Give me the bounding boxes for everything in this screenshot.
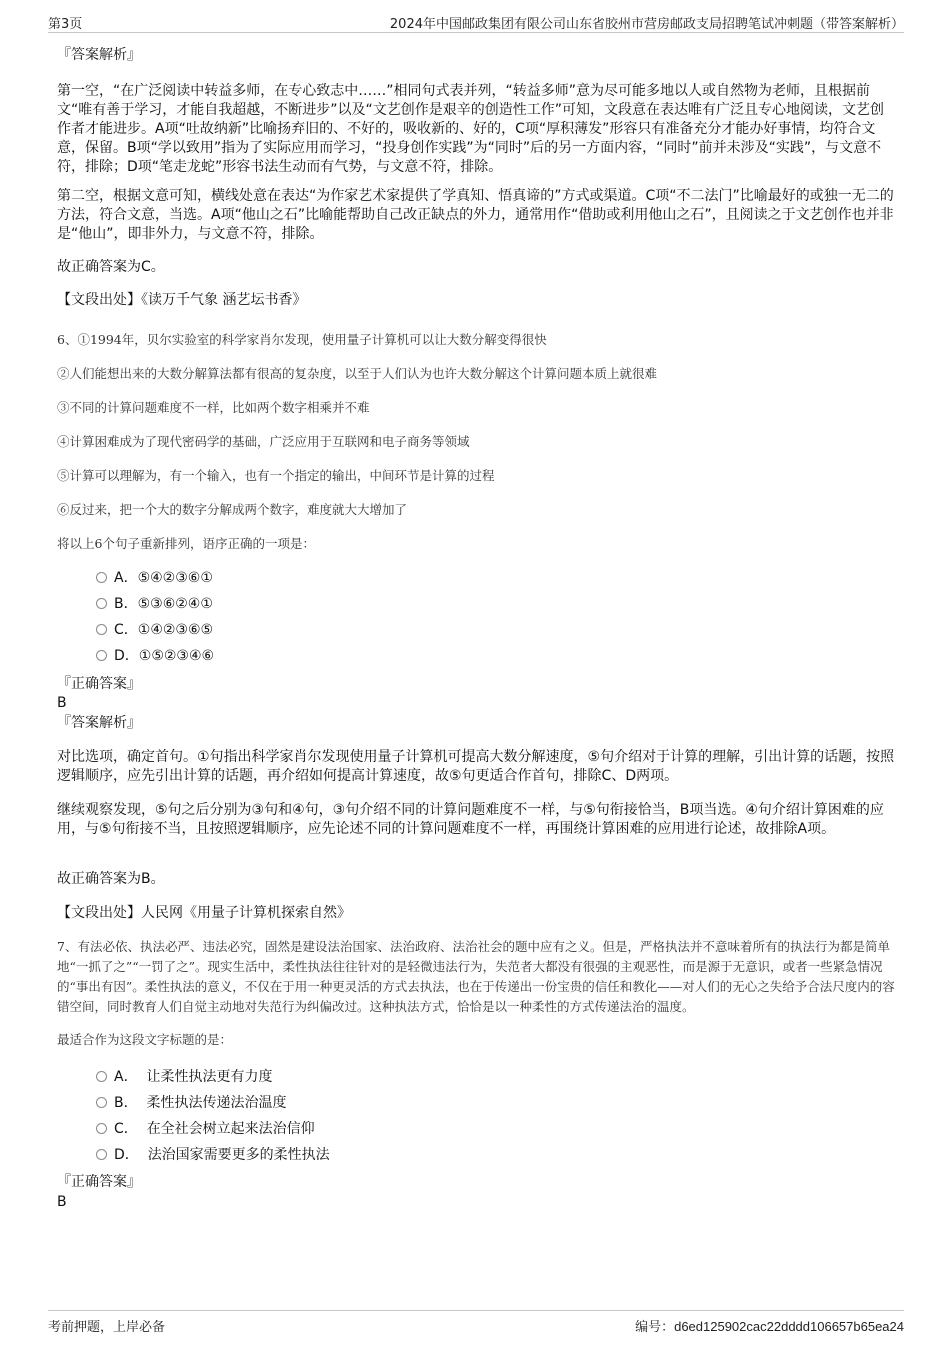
q6-sentence-5: ⑤计算可以理解为，有一个输入，也有一个指定的输出，中间环节是计算的过程 <box>57 468 495 483</box>
q6-answer: B <box>57 695 67 711</box>
page-footer <box>48 1310 904 1341</box>
q6-sentence-1: 6、①1994年，贝尔实验室的科学家肖尔发现，使用量子计算机可以让大数分解变得很快 <box>57 332 547 347</box>
q7-answer: B <box>57 1194 67 1210</box>
radio-button-icon[interactable] <box>96 572 107 583</box>
q7-answer-label: 『正确答案』 <box>57 1174 141 1190</box>
document-title: 2024年中国邮政集团有限公司山东省胶州市营房邮政支局招聘笔试冲刺题（带答案解析） <box>389 17 904 32</box>
q6-source: 【文段出处】人民网《用量子计算机探索自然》 <box>57 905 351 921</box>
q6-sentence-3: ③不同的计算问题难度不一样，比如两个数字相乘并不难 <box>57 400 370 415</box>
q7-option-d[interactable]: D． 法治国家需要更多的柔性执法 <box>96 1145 330 1165</box>
q6-conclusion: 故正确答案为B。 <box>57 871 165 887</box>
q5-source: 【文段出处】《读万千气象 涵艺坛书香》 <box>57 292 307 308</box>
q6-answer-label: 『正确答案』 <box>57 676 141 692</box>
q6-explain-label: 『答案解析』 <box>57 715 141 731</box>
q5-explain-label: 『答案解析』 <box>57 47 141 63</box>
q6-option-b[interactable]: B．⑤③⑥②④① <box>96 594 213 614</box>
footer-slogan: 考前押题，上岸必备 <box>48 1320 166 1335</box>
q6-sentence-6: ⑥反过来，把一个大的数字分解成两个数字，难度就大大增加了 <box>57 502 408 517</box>
q7-option-a[interactable]: A． 让柔性执法更有力度 <box>96 1067 272 1087</box>
footer-code <box>635 1316 904 1335</box>
q5-conclusion: 故正确答案为C。 <box>57 259 165 275</box>
q7-option-c[interactable]: C． 在全社会树立起来法治信仰 <box>96 1119 315 1139</box>
q6-sentence-2: ②人们能想出来的大数分解算法都有很高的复杂度，以至于人们认为也许大数分解这个计算问题本质上就很难 <box>57 366 658 381</box>
q6-sentence-4: ④计算困难成为了现代密码学的基础，广泛应用于互联网和电子商务等领域 <box>57 434 470 449</box>
q6-option-c[interactable]: C．①④②③⑥⑤ <box>96 620 213 640</box>
q7-stem: 最适合作为这段文字标题的是： <box>57 1032 233 1047</box>
radio-button-icon[interactable] <box>96 1071 107 1082</box>
footer-code-value: d6ed125902cac22dddd106657b65ea24 <box>674 1319 904 1334</box>
q6-stem: 将以上6个句子重新排列，语序正确的一项是： <box>57 536 315 551</box>
q7-passage: 7、有法必依、执法必严、违法必究，固然是建设法治国家、法治政府、法治社会的题中应有之义。但是，严格执法并不意味着所有的执法行为都是简单地“一抓了之”“一罚了之”。现实生活中，柔性执法往往针对的是轻微违法行为，失范者大都没有很强的主观恶性，而是源于无意识，或者一些紧急情况的“事出有因”。柔性执法的意义，不仅在于用一种更灵活的方式去执法，也在于传递出一份宝贵的信任和教化——对人们的无心之失给予合法尺度内的容错空间，同时教育人们自觉主动地对失范行为纠偏改过。这种执法方式，恰恰是以一种柔性的方式传递法治的温度。 <box>57 939 895 1014</box>
footer-code-label: 编号： <box>635 1320 675 1335</box>
radio-button-icon[interactable] <box>96 598 107 609</box>
q7-option-b[interactable]: B． 柔性执法传递法治温度 <box>96 1093 287 1113</box>
radio-button-icon[interactable] <box>96 650 107 661</box>
q5-explain-para1: 第一空，“在广泛阅读中转益多师，在专心致志中……”相同句式表并列，“转益多师”意为尽可能多地以人或自然物为老师，且根据前文“唯有善于学习，才能自我超越，不断进步”以及“文艺创作是艰辛的创造性工作”可知，文段意在表达唯有广泛且专心地阅读，文艺创作者才能进步。A项“吐故纳新”比喻扬弃旧的、不好的，吸收新的、好的，C项“厚积薄发”形容只有准备充分才能办好事情，均符合文意，保留。B项“学以致用”指为了实际应用而学习，“投身创作实践”为“同时”后的另一方面内容，“同时”前并未涉及“实践”，与文意不符，排除；D项“笔走龙蛇”形容书法生动而有气势，与文意不符，排除。 <box>57 83 885 175</box>
page-number: 第3页 <box>48 17 83 32</box>
radio-button-icon[interactable] <box>96 1149 107 1160</box>
q5-explain-para2: 第二空，根据文意可知，横线处意在表达“为作家艺术家提供了学真知、悟真谛的”方式或渠道。C项“不二法门”比喻最好的或独一无二的方法，符合文意，当选。A项“他山之石”比喻能帮助自己改正缺点的外力，通常用作“借助或利用他山之石”，且阅读之于文艺创作也并非是“他山”，即非外力，与文意不符，排除。 <box>57 188 894 242</box>
q6-explain-para2: 继续观察发现，⑤句之后分别为③句和④句，③句介绍不同的计算问题难度不一样，与⑤句衔接恰当，B项当选。④句介绍计算困难的应用，与⑤句衔接不当，且按照逻辑顺序，应先论述不同的计算问题难度不一样，再围绕计算困难的应用进行论述，故排除A项。 <box>57 802 884 837</box>
radio-button-icon[interactable] <box>96 1123 107 1134</box>
q6-explain-para1: 对比选项，确定首句。①句指出科学家肖尔发现使用量子计算机可提高大数分解速度，⑤句介绍对于计算的理解，引出计算的话题，按照逻辑顺序，应先引出计算的话题，再介绍如何提高计算速度，故⑤句更适合作首句，排除C、D两项。 <box>57 749 895 784</box>
q6-option-d[interactable]: D．①⑤②③④⑥ <box>96 646 214 666</box>
radio-button-icon[interactable] <box>96 624 107 635</box>
radio-button-icon[interactable] <box>96 1097 107 1108</box>
page-header <box>48 10 904 33</box>
q6-option-a[interactable]: A．⑤④②③⑥① <box>96 568 213 588</box>
